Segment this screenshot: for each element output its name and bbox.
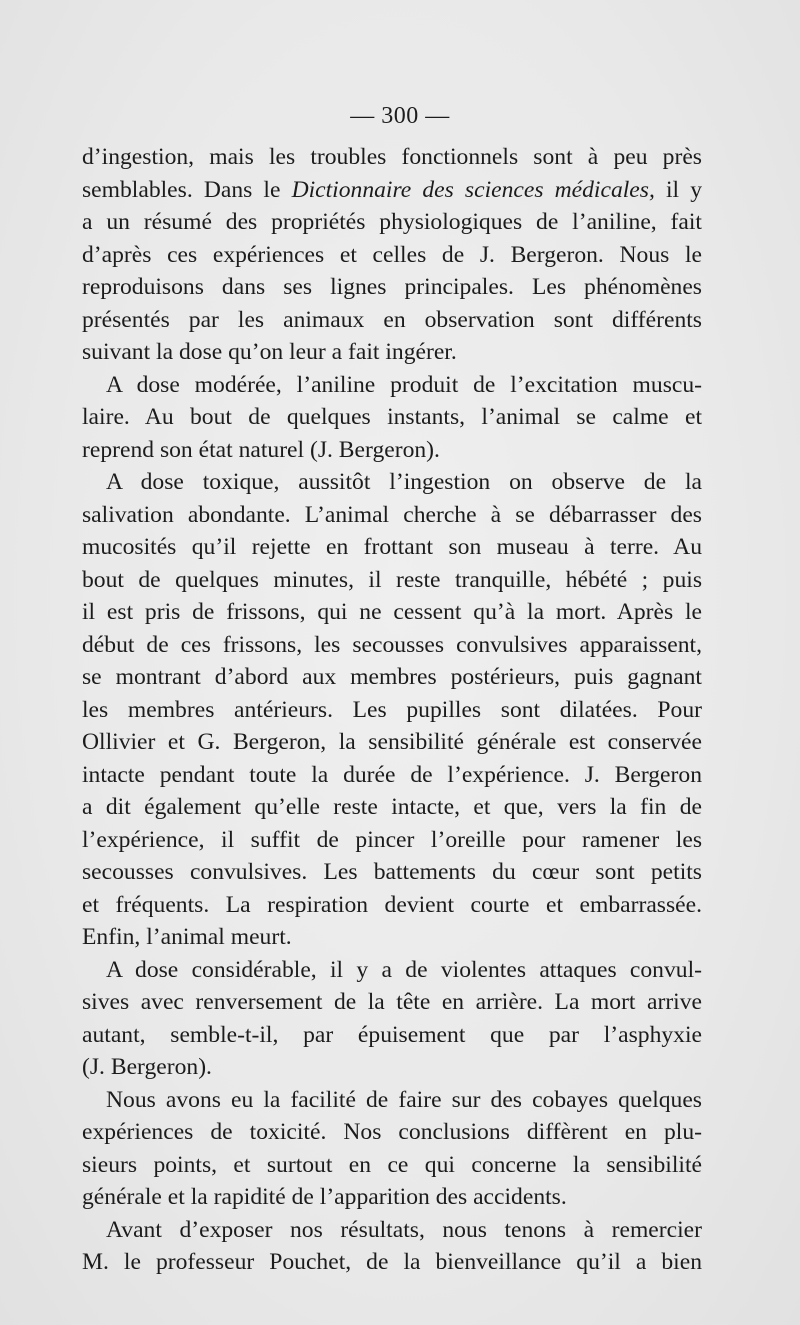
paragraph bbox=[82, 141, 702, 369]
text-line: a dit également qu’elle reste intacte, et que, vers la fin de bbox=[82, 794, 702, 820]
text-line: autant, semble-t-il, par épuisement que par l’asphyxie bbox=[82, 1021, 702, 1048]
text-line: (J. Bergeron). bbox=[82, 1054, 212, 1080]
paragraph bbox=[82, 369, 702, 467]
text-line: d’après ces expériences et celles de J. Bergeron. Nous le bbox=[82, 241, 702, 268]
text-line: Enfin, l’animal meurt. bbox=[82, 924, 292, 950]
text-line: salivation abondante. L’animal cherche à se débarrasser des bbox=[82, 501, 702, 528]
text-line: Nous avons eu la facilité de faire sur des cobayes quelques bbox=[106, 1086, 702, 1113]
text-line: générale et la rapidité de l’apparition des accidents. bbox=[82, 1184, 567, 1210]
text-line: secousses convulsives. Les battements du cœur sont petits bbox=[82, 859, 702, 885]
text-line: laire. Au bout de quelques instants, l’animal se calme et bbox=[82, 404, 702, 430]
text-line: il est pris de frissons, qui ne cessent qu’à la mort. Après le bbox=[82, 599, 702, 625]
text-line: et fréquents. La respiration devient courte et embarrassée. bbox=[82, 891, 702, 918]
text-line: intacte pendant toute la durée de l’expérience. J. Bergeron bbox=[82, 761, 702, 788]
text-line: expériences de toxicité. Nos conclusions diffèrent en plu- bbox=[82, 1119, 702, 1145]
text-line: présentés par les animaux en observation sont différents bbox=[82, 306, 702, 333]
text-line: M. le professeur Pouchet, de la bienveillance qu’il a bien bbox=[82, 1249, 702, 1275]
text-line: se montrant d’abord aux membres postérieurs, puis gagnant bbox=[82, 664, 702, 690]
text-line: A dose considérable, il y a de violentes attaques convul- bbox=[106, 956, 702, 983]
text-line: l’expérience, il suffit de pincer l’oreille pour ramener les bbox=[82, 826, 702, 853]
page-number: — 300 — bbox=[350, 103, 450, 129]
text-line: mucosités qu’il rejette en frottant son museau à terre. Au bbox=[82, 534, 702, 560]
text-line: reproduisons dans ses lignes principales. Les phénomènes bbox=[82, 274, 702, 300]
text-line: début de ces frissons, les secousses convulsives apparaissent, bbox=[82, 631, 702, 658]
text-line: sives avec renversement de la tête en arrière. La mort arrive bbox=[82, 989, 702, 1015]
text-line: bout de quelques minutes, il reste tranquille, hébété ; puis bbox=[82, 566, 702, 593]
text-line: reprend son état naturel (J. Bergeron). bbox=[82, 436, 440, 463]
text-line: semblables. Dans le Dictionnaire des sciences médicales, il y bbox=[82, 176, 702, 203]
text-line: Avant d’exposer nos résultats, nous tenons à remercier bbox=[106, 1216, 702, 1243]
text-line: A dose modérée, l’aniline produit de l’excitation muscu- bbox=[106, 371, 702, 398]
text-line: A dose toxique, aussitôt l’ingestion on observe de la bbox=[106, 469, 702, 495]
paragraph bbox=[82, 1084, 702, 1214]
paragraph bbox=[82, 954, 702, 1084]
text-line: suivant la dose qu’on leur a fait ingérer. bbox=[82, 339, 457, 365]
text-line: Ollivier et G. Bergeron, la sensibilité générale est conservée bbox=[82, 729, 702, 755]
paragraph bbox=[82, 1214, 702, 1279]
paragraph bbox=[82, 466, 702, 954]
italic-title: Dictionnaire des sciences médicales, bbox=[291, 176, 655, 203]
text-line: d’ingestion, mais les troubles fonctionnels sont à peu près bbox=[82, 144, 702, 170]
text-line: les membres antérieurs. Les pupilles sont dilatées. Pour bbox=[82, 696, 702, 723]
text-line: sieurs points, et surtout en ce qui concerne la sensibilité bbox=[82, 1151, 702, 1178]
body-text bbox=[82, 141, 702, 1279]
text-line: a un résumé des propriétés physiologiques de l’aniline, fait bbox=[82, 209, 702, 235]
